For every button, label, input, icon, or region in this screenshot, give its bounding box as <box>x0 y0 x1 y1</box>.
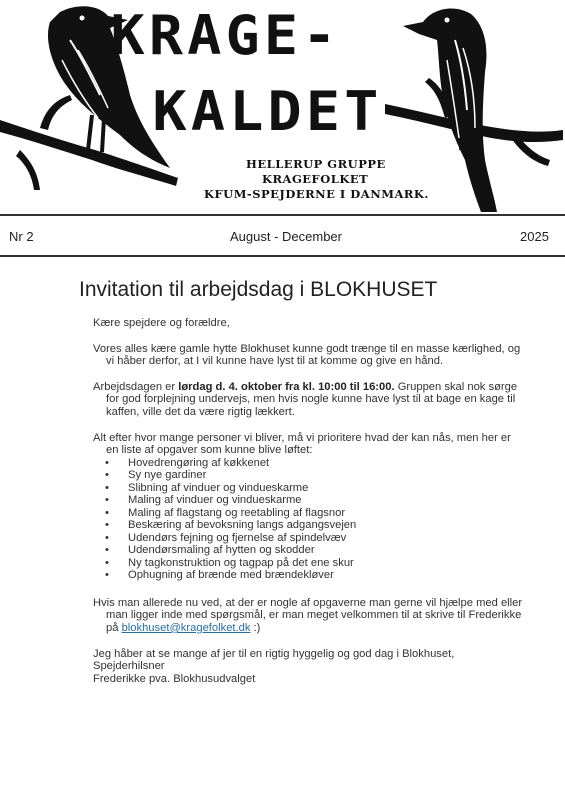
paragraph-intro: Vores alles kære gamle hytte Blokhuset kunne godt trænge til en masse kærlighed, og vi håber derfor, at I vil kunne have lyst til at komme og give en hånd. <box>93 342 521 368</box>
list-item: • Udendørs fejning og fjernelse af spindelvæv <box>93 532 523 545</box>
masthead-title-line2: KALDET <box>152 80 383 143</box>
greeting: Kære spejdere og forældre, <box>93 317 230 329</box>
masthead-organisation: KFUM-SPEJDERNE I DANMARK. <box>204 187 429 201</box>
list-item: • Maling af vinduer og vindueskarme <box>93 494 523 507</box>
signoff-name: Frederikke pva. Blokhusudvalget <box>93 672 256 685</box>
task-list <box>93 457 523 582</box>
issue-year: 2025 <box>520 229 549 244</box>
list-item: • Maling af flagstang og reetabling af flagsnor <box>93 507 523 520</box>
header-divider-top <box>0 214 565 216</box>
closing-line: Jeg håber at se mange af jer til en rigtig hyggelig og god dag i Blokhuset, <box>93 647 455 660</box>
list-item: • Slibning af vinduer og vindueskarme <box>93 482 523 495</box>
masthead-troop-name: KRAGEFOLKET <box>262 172 369 186</box>
contact-prefix: Hvis man allerede nu ved, at der er nogle af opgaverne man gerne vil hjælpe med eller man ligger inde med spørgsmål, er man meget velkommen til at skrive til Frederikke på <box>93 596 523 634</box>
paragraph-contact <box>93 597 523 635</box>
list-item: • Hovedrengøring af køkkenet <box>93 457 523 470</box>
paragraph-date <box>93 381 523 419</box>
masthead <box>0 0 565 214</box>
email-link[interactable]: blokhuset@kragefolket.dk <box>121 621 251 634</box>
header-divider-bottom <box>0 255 565 257</box>
contact-suffix: :) <box>250 621 261 634</box>
article-title: Invitation til arbejdsdag i BLOKHUSET <box>79 278 438 301</box>
signoff-greeting: Spejderhilsner <box>93 660 165 673</box>
issue-number: Nr 2 <box>9 229 34 244</box>
masthead-group-name: HELLERUP GRUPPE <box>246 157 386 171</box>
paragraph-tasks-intro: Alt efter hvor mange personer vi bliver, må vi prioritere hvad der kan nås, men her er en liste af opgaver som kunne blive løftet: <box>93 431 511 457</box>
crow-right-icon <box>385 0 565 214</box>
date-suffix: Gruppen skal nok sørge for god forplejning undervejs, men hvis nogle kunne have lyst til at bage en kage til kaffen, ville det da være rigtig lækkert. <box>106 380 518 418</box>
signoff <box>93 648 523 686</box>
list-item: • Beskæring af bevoksning langs adgangsvejen <box>93 519 523 532</box>
list-item: • Udendørsmaling af hytten og skodder <box>93 544 523 557</box>
date-highlight: lørdag d. 4. oktober fra kl. 10:00 til 16:00. <box>178 380 395 393</box>
list-item: • Ophugning af brænde med brændekløver <box>93 569 523 582</box>
list-item: • Ny tagkonstruktion og tagpap på det ene skur <box>93 557 523 570</box>
list-item: • Sy nye gardiner <box>93 469 523 482</box>
article-body <box>93 317 523 685</box>
issue-period: August - December <box>230 229 342 244</box>
masthead-title-line1: KRAGE- <box>110 4 341 67</box>
date-prefix: Arbejdsdagen er <box>93 380 179 393</box>
